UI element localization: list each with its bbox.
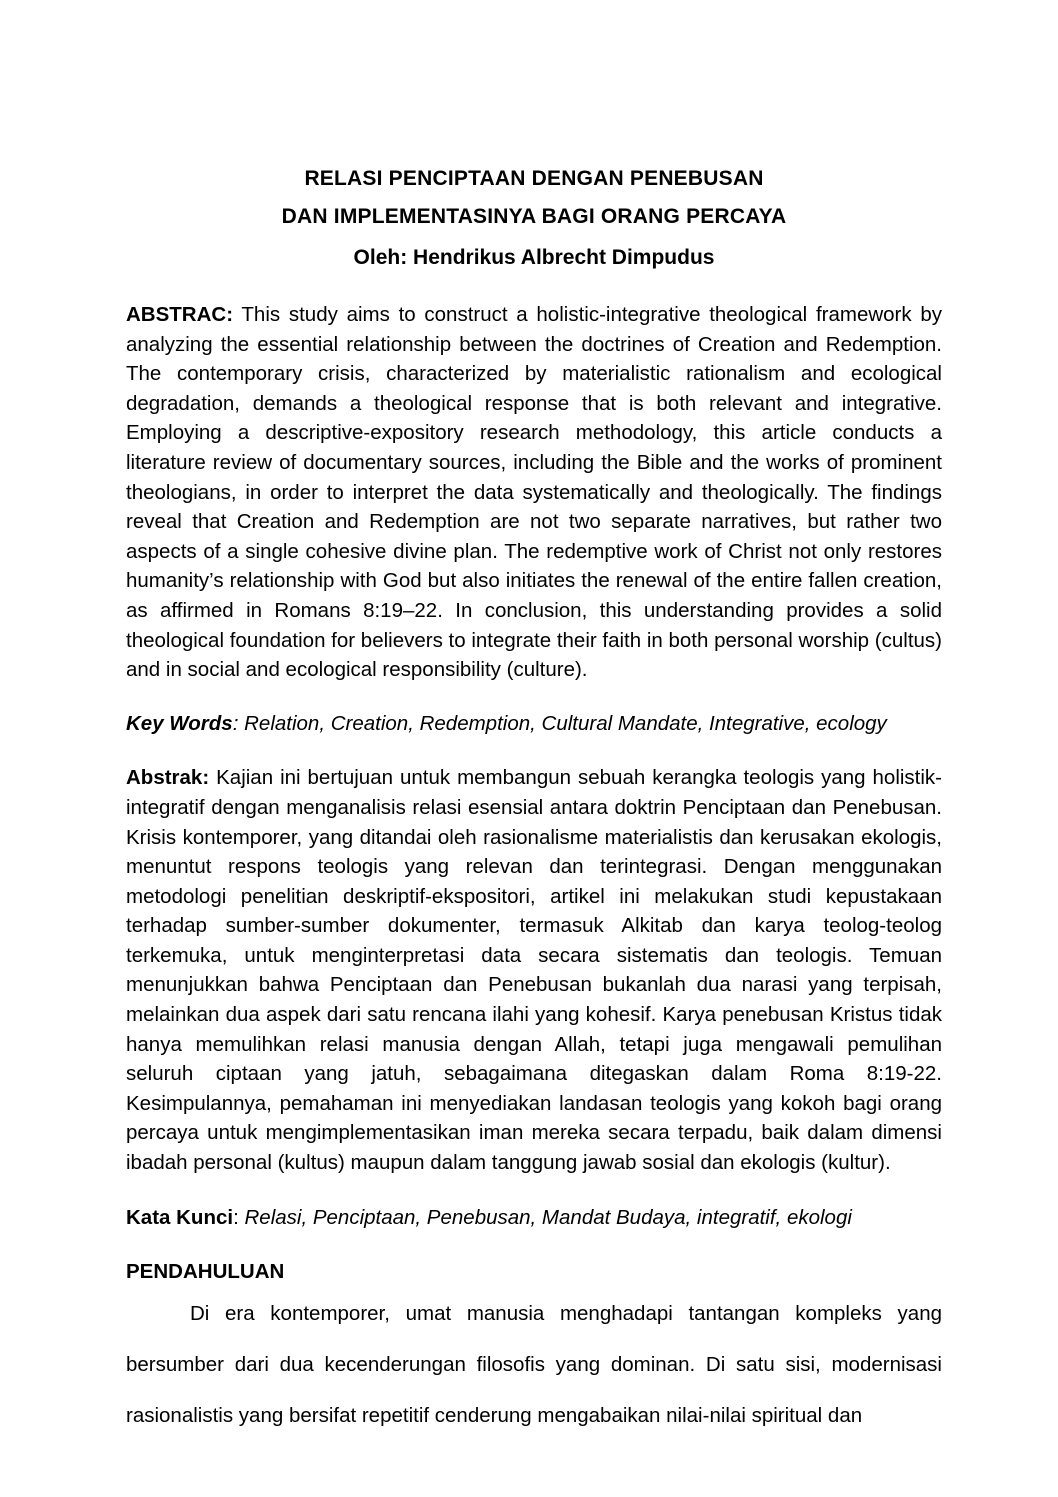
keywords-indonesian-label: Kata Kunci <box>126 1205 234 1229</box>
paper-title-line-1: RELASI PENCIPTAAN DENGAN PENEBUSAN <box>304 167 764 190</box>
abstract-english-label: ABSTRAC: <box>126 303 234 326</box>
abstract-english-body: This study aims to construct a holistic-integrative theological framework by analyzing the essential relationship between the doctrines of Creation and Redemption. The contemporary crisis, characterized by materialistic rationalism and ecological degradation, demands a theological response that is both relevant and integrative. Employing a descriptive-expository research methodology, this article conducts a literature review of documentary sources, including the Bible and the works of prominent theologians, in order to interpret the data systematically and theologically. The findings reveal that Creation and Redemption are not two separate narratives, but rather two aspects of a single cohesive divine plan. The redemptive work of Christ not only restores humanity’s relationship with God but also initiates the renewal of the entire fallen creation, as affirmed in Romans 8:19–22. In conclusion, this understanding provides a solid theological foundation for believers to integrate their faith in both personal worship (cultus) and in social and ecological responsibility (culture). <box>126 303 942 682</box>
keywords-english-body: : Relation, Creation, Redemption, Cultural Mandate, Integrative, ecology <box>232 711 887 735</box>
abstract-indonesian-label: Abstrak: <box>126 766 210 790</box>
abstract-english <box>126 300 942 685</box>
keywords-english <box>126 709 942 739</box>
keywords-indonesian-separator: : <box>233 1205 245 1229</box>
author-byline: Oleh: Hendrikus Albrecht Dimpudus <box>353 246 715 269</box>
keywords-indonesian-list: Relasi, Penciptaan, Penebusan, Mandat Budaya, integratif, ekologi <box>244 1205 852 1229</box>
page-content <box>126 160 942 1462</box>
section-heading-pendahuluan: PENDAHULUAN <box>126 1260 285 1284</box>
paper-title-line-2: DAN IMPLEMENTASINYA BAGI ORANG PERCAYA <box>281 205 787 228</box>
abstract-indonesian <box>126 763 942 1177</box>
abstract-indonesian-body: Kajian ini bertujuan untuk membangun sebuah kerangka teologis yang holistik-integratif dengan menganalisis relasi esensial antara doktrin Penciptaan dan Penebusan. Krisis kontemporer, yang ditandai oleh rasionalisme materialistis dan kerusakan ekologis, menuntut respons teologis yang relevan dan terintegrasi. Dengan menggunakan metodologi penelitian deskriptif-ekspositori, artikel ini melakukan studi kepustakaan terhadap sumber-sumber dokumenter, termasuk Alkitab dan karya teolog-teolog terkemuka, untuk menginterpretasi data secara sistematis dan teologis. Temuan menunjukkan bahwa Penciptaan dan Penebusan bukanlah dua narasi yang terpisah, melainkan dua aspek dari satu rencana ilahi yang kohesif. Karya penebusan Kristus tidak hanya memulihkan relasi manusia dengan Allah, tetapi juga mengawali pemulihan seluruh ciptaan yang jatuh, sebagaimana ditegaskan dalam Roma 8:19-22. Kesimpulannya, pemahaman ini menyediakan landasan teologis yang kokoh bagi orang percaya untuk mengimplementasikan iman mereka secara terpadu, baik dalam dimensi ibadah personal (kultus) maupun dalam tanggung jawab sosial dan ekologis (kultur). <box>126 766 942 1175</box>
keywords-english-label: Key Words <box>126 711 233 735</box>
section-body-pendahuluan: Di era kontemporer, umat manusia menghadapi tantangan kompleks yang bersumber dari dua kecenderungan filosofis yang dominan. Di satu sisi, modernisasi rasionalistis yang bersifat repetitif cenderung mengabaikan nilai-nilai spiritual dan <box>126 1302 942 1428</box>
keywords-indonesian <box>126 1203 942 1233</box>
